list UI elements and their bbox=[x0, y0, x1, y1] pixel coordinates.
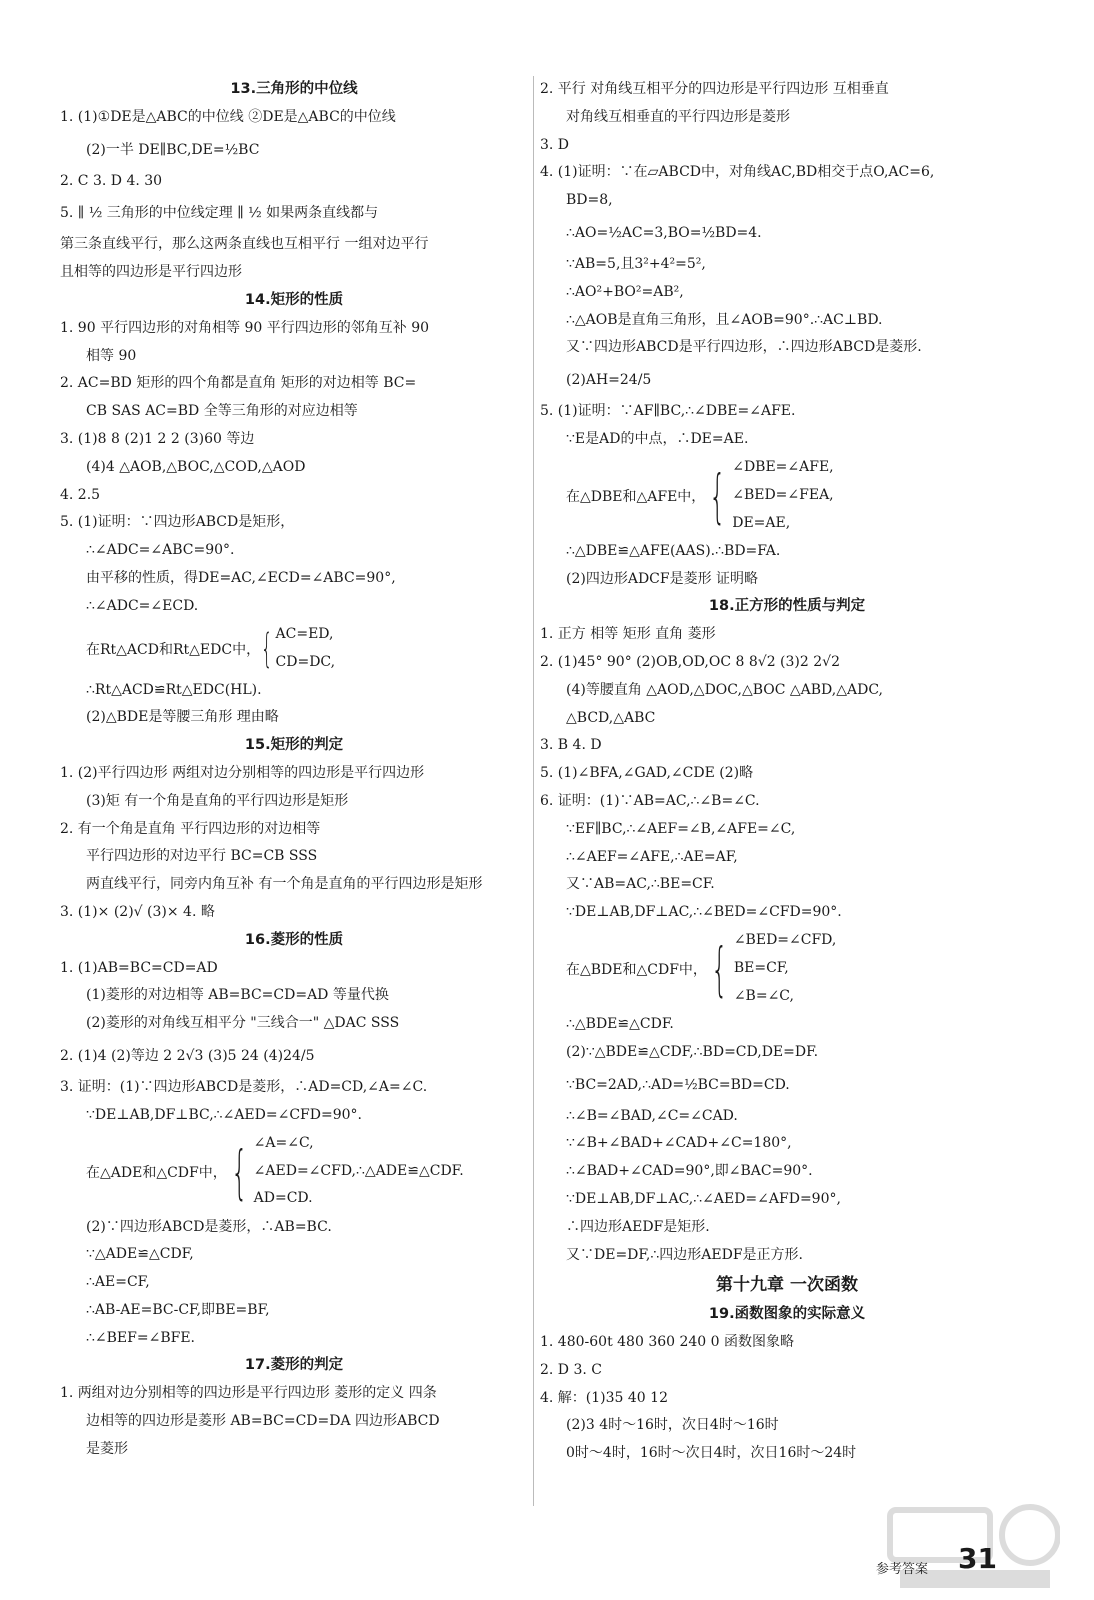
brace-system bbox=[60, 1130, 528, 1214]
answer-line: 1. 两组对边分别相等的四边形是平行四边形 菱形的定义 四条 bbox=[60, 1385, 437, 1402]
answer-line: 2. (1)4 (2)等边 2 2√3 (3)5 24 (4)24/5 bbox=[60, 1047, 315, 1064]
answer-line: 又∵四边形ABCD是平行四边形，∴四边形ABCD是菱形. bbox=[566, 339, 922, 356]
chapter-title: 第十九章 一次函数 bbox=[716, 1275, 858, 1296]
brace-system bbox=[540, 454, 1034, 538]
brace-line: BE=CF, bbox=[733, 960, 789, 977]
brace-symbol: { bbox=[711, 934, 728, 1003]
answer-line: ∴AB-AE=BC-CF,即BE=BF, bbox=[86, 1301, 270, 1318]
answer-line: (2)一半 DE∥BC,DE=½BC bbox=[86, 141, 260, 158]
answer-line: ∵DE⊥AB,DF⊥BC,∴∠AED=∠CFD=90°. bbox=[86, 1106, 362, 1123]
answer-line: 第三条直线平行，那么这两条直线也互相平行 一组对边平行 bbox=[60, 236, 429, 253]
answer-line: 平行四边形的对边平行 BC=CB SSS bbox=[86, 848, 318, 865]
answer-line: 5. (1)证明：∵AF∥BC,∴∠DBE=∠AFE. bbox=[540, 403, 796, 420]
answer-line: ∴AE=CF, bbox=[86, 1274, 150, 1291]
answer-line: 2. 有一个角是直角 平行四边形的对边相等 bbox=[60, 820, 321, 837]
answer-line: ∴△AOB是直角三角形，且∠AOB=90°.∴AC⊥BD. bbox=[566, 311, 883, 328]
answer-line: 由平移的性质，得DE=AC,∠ECD=∠ABC=90°, bbox=[86, 569, 396, 586]
answer-line: 4. (1)证明：∵在▱ABCD中，对角线AC,BD相交于点O,AC=6, bbox=[540, 164, 935, 181]
answer-line: 5. (1)证明：∵四边形ABCD是矩形， bbox=[60, 514, 295, 531]
answer-line: 2. D 3. C bbox=[540, 1361, 603, 1378]
right-column bbox=[540, 76, 1034, 1468]
answer-line: (2)四边形ADCF是菱形 证明略 bbox=[566, 570, 759, 587]
brace-symbol: { bbox=[261, 625, 273, 672]
answer-line: ∴△BDE≌△CDF. bbox=[566, 1015, 674, 1032]
answer-line: 又∵DE=DF,∴四边形AEDF是正方形. bbox=[566, 1246, 804, 1263]
answer-line: 1. (1)①DE是△ABC的中位线 ②DE是△ABC的中位线 bbox=[60, 108, 396, 125]
answer-line: 边相等的四边形是菱形 AB=BC=CD=DA 四边形ABCD bbox=[86, 1413, 440, 1430]
answer-line: (2)3 4时～16时，次日4时～16时 bbox=[566, 1417, 779, 1434]
answer-line: ∴AO=½AC=3,BO=½BD=4. bbox=[566, 224, 762, 241]
answer-line: 1. 90 平行四边形的对角相等 90 平行四边形的邻角互补 90 bbox=[60, 319, 430, 336]
answer-line: 且相等的四边形是平行四边形 bbox=[60, 264, 242, 281]
answer-line: ∴△DBE≌△AFE(AAS).∴BD=FA. bbox=[566, 542, 781, 559]
brace-intro: 在△BDE和△CDF中， bbox=[566, 961, 707, 978]
answer-line: ∴四边形AEDF是矩形. bbox=[566, 1218, 710, 1235]
brace-line: AD=CD. bbox=[253, 1190, 313, 1207]
answer-line: 又∵AB=AC,∴BE=CF. bbox=[566, 876, 715, 893]
answer-line: 3. D bbox=[540, 136, 570, 153]
answer-line: ∵E是AD的中点，∴DE=AE. bbox=[566, 430, 749, 447]
brace-line: ∠A=∠C, bbox=[253, 1134, 314, 1151]
answer-line: CB SAS AC=BD 全等三角形的对应边相等 bbox=[86, 403, 358, 420]
answer-line: ∵∠B+∠BAD+∠CAD+∠C=180°, bbox=[566, 1135, 792, 1152]
answer-line: 2. (1)45° 90° (2)OB,OD,OC 8 8√2 (3)2 2√2 bbox=[540, 653, 840, 670]
brace-system bbox=[60, 621, 528, 677]
answer-line: (2)AH=24/5 bbox=[566, 372, 652, 389]
answer-line: ∴∠B=∠BAD,∠C=∠CAD. bbox=[566, 1107, 738, 1124]
brace-symbol: { bbox=[230, 1137, 248, 1206]
column-divider bbox=[533, 76, 534, 1506]
page-number: 31 bbox=[958, 1542, 997, 1575]
answer-line: 4. 2.5 bbox=[60, 486, 101, 503]
answer-line: 3. B 4. D bbox=[540, 737, 602, 754]
section-title-16: 16.菱形的性质 bbox=[244, 931, 344, 948]
answer-line: 1. 480-60t 480 360 240 0 函数图象略 bbox=[540, 1334, 795, 1351]
answer-line: (2)△BDE是等腰三角形 理由略 bbox=[86, 709, 279, 726]
answer-line: (1)菱形的对边相等 AB=BC=CD=AD 等量代换 bbox=[86, 987, 389, 1004]
answer-line: (3)矩 有一个角是直角的平行四边形是矩形 bbox=[86, 792, 349, 809]
answer-line: BD=8, bbox=[566, 192, 613, 209]
answer-line: (2)∵△BDE≌△CDF,∴BD=CD,DE=DF. bbox=[566, 1043, 819, 1060]
answer-line: (4)等腰直角 △AOD,△DOC,△BOC △ABD,△ADC, bbox=[566, 681, 884, 698]
answer-line: ∵DE⊥AB,DF⊥AC,∴∠AED=∠AFD=90°, bbox=[566, 1190, 841, 1207]
answer-line: ∵△ADE≌△CDF, bbox=[86, 1246, 194, 1263]
answer-line: 3. 证明：(1)∵四边形ABCD是菱形，∴AD=CD,∠A=∠C. bbox=[60, 1078, 428, 1095]
answer-line: 2. C 3. D 4. 30 bbox=[60, 172, 163, 189]
brace-intro: 在Rt△ACD和Rt△EDC中， bbox=[86, 641, 261, 658]
answer-line: 1. (2)平行四边形 两组对边分别相等的四边形是平行四边形 bbox=[60, 764, 425, 781]
answer-line: ∴∠ADC=∠ECD. bbox=[86, 597, 199, 614]
answer-line: ∵EF∥BC,∴∠AEF=∠B,∠AFE=∠C, bbox=[566, 820, 796, 837]
section-title-17: 17.菱形的判定 bbox=[244, 1357, 344, 1374]
answer-line: 3. (1)× (2)√ (3)× 4. 略 bbox=[60, 903, 215, 920]
answer-line: 5. (1)∠BFA,∠GAD,∠CDE (2)略 bbox=[540, 765, 754, 782]
answer-line: 2. 平行 对角线互相平分的四边形是平行四边形 互相垂直 bbox=[540, 81, 889, 97]
section-title-18: 18.正方形的性质与判定 bbox=[708, 598, 866, 615]
answer-line: △BCD,△ABC bbox=[566, 709, 656, 726]
brace-line: ∠B=∠C, bbox=[733, 987, 794, 1004]
brace-system bbox=[540, 927, 1034, 1011]
section-title-15: 15.矩形的判定 bbox=[244, 737, 344, 754]
brace-line: ∠BED=∠FEA, bbox=[732, 486, 834, 503]
brace-intro: 在△DBE和△AFE中， bbox=[566, 488, 706, 505]
answer-line: ∴∠AEF=∠AFE,∴AE=AF, bbox=[566, 848, 738, 865]
answer-line: (2)菱形的对角线互相平分 "三线合一" △DAC SSS bbox=[86, 1015, 400, 1032]
brace-line: ∠DBE=∠AFE, bbox=[732, 459, 834, 476]
answer-line: 3. (1)8 8 (2)1 2 2 (3)60 等边 bbox=[60, 430, 255, 447]
answer-line: 两直线平行，同旁内角互补 有一个角是直角的平行四边形是矩形 bbox=[86, 876, 483, 893]
answer-line: 1. 正方 相等 矩形 直角 菱形 bbox=[540, 626, 716, 643]
answer-line: ∵DE⊥AB,DF⊥AC,∴∠BED=∠CFD=90°. bbox=[566, 904, 842, 921]
section-title-14: 14.矩形的性质 bbox=[244, 291, 344, 308]
brace-symbol: { bbox=[709, 461, 727, 530]
brace-intro: 在△ADE和△CDF中， bbox=[86, 1164, 227, 1181]
brace-line: AC=ED, bbox=[275, 625, 334, 642]
answer-line: ∴∠ADC=∠ABC=90°. bbox=[86, 542, 235, 559]
answer-line: 4. 解：(1)35 40 12 bbox=[540, 1389, 668, 1406]
answer-line: 2. AC=BD 矩形的四个角都是直角 矩形的对边相等 BC= bbox=[60, 375, 417, 392]
answer-line: (4)4 △AOB,△BOC,△COD,△AOD bbox=[86, 458, 306, 475]
brace-line: DE=AE, bbox=[732, 514, 791, 531]
answer-line: ∴∠BAD+∠CAD=90°,即∠BAC=90°. bbox=[566, 1163, 813, 1180]
answer-line: 1. (1)AB=BC=CD=AD bbox=[60, 959, 218, 976]
answer-line: 6. 证明：(1)∵AB=AC,∴∠B=∠C. bbox=[540, 792, 760, 809]
brace-line: ∠AED=∠CFD,∴△ADE≌△CDF. bbox=[253, 1162, 464, 1179]
answer-line: (2)∵四边形ABCD是菱形，∴AB=BC. bbox=[86, 1218, 332, 1235]
section-title-13: 13.三角形的中位线 bbox=[230, 81, 358, 97]
answer-line: ∵BC=2AD,∴AD=½BC=BD=CD. bbox=[566, 1076, 790, 1093]
answer-line: 相等 90 bbox=[86, 347, 137, 364]
answer-line: ∴∠BEF=∠BFE. bbox=[86, 1329, 195, 1346]
answer-line: ∵AB=5,且3²+4²=5², bbox=[566, 255, 706, 272]
answer-line: 是菱形 bbox=[86, 1440, 128, 1457]
brace-line: CD=DC, bbox=[275, 653, 336, 670]
brace-line: ∠BED=∠CFD, bbox=[733, 932, 837, 949]
section-title-19: 19.函数图象的实际意义 bbox=[708, 1306, 866, 1323]
answer-line: 对角线互相垂直的平行四边形是菱形 bbox=[566, 108, 790, 125]
footer-label: 参考答案 bbox=[876, 1562, 929, 1577]
answer-line: 5. ∥ ½ 三角形的中位线定理 ∥ ½ 如果两条直线都与 bbox=[60, 205, 379, 222]
left-column bbox=[60, 76, 528, 1464]
answer-line: ∴AO²+BO²=AB², bbox=[566, 283, 684, 300]
answer-line: 0时～4时，16时～次日4时，次日16时～24时 bbox=[566, 1445, 857, 1462]
answer-line: ∴Rt△ACD≌Rt△EDC(HL). bbox=[86, 681, 262, 698]
